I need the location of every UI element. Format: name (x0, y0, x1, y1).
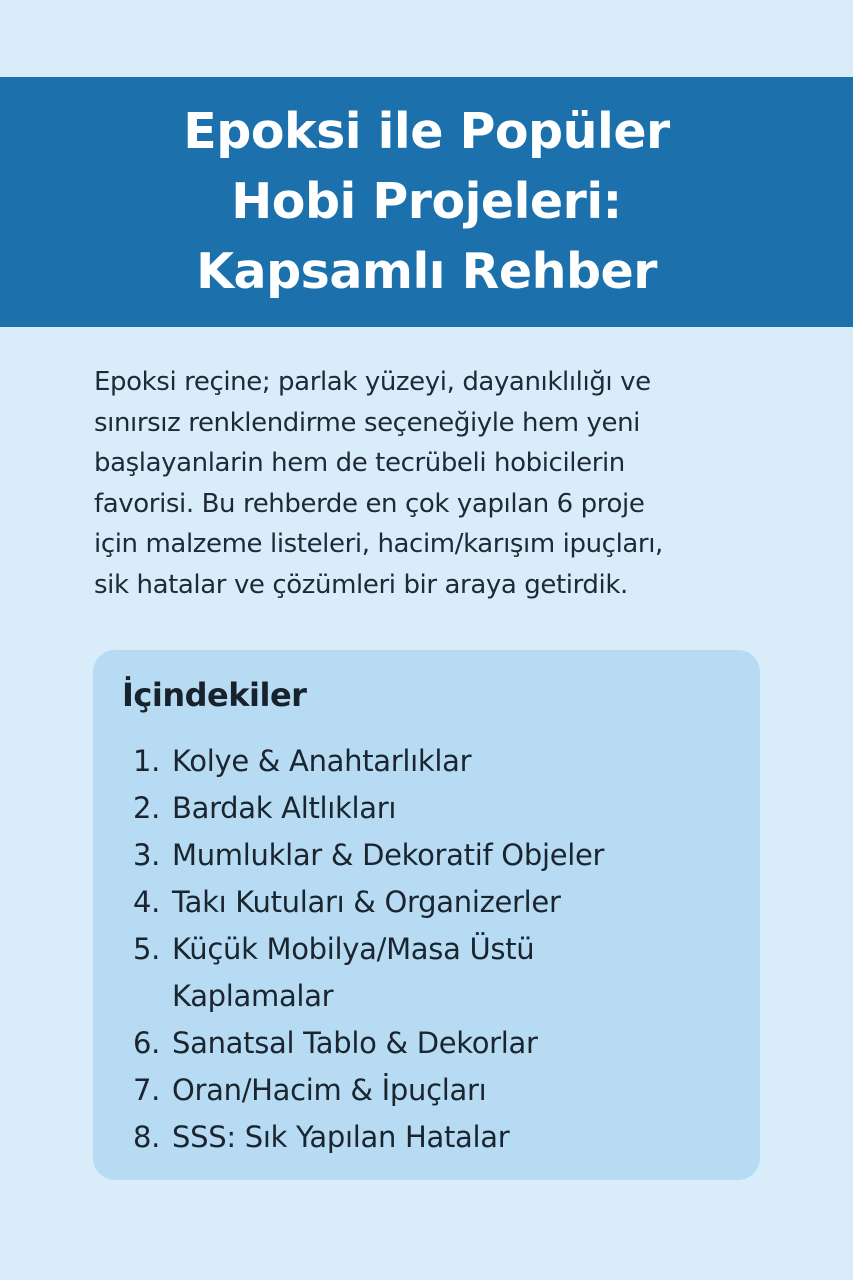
toc-item-label: Kolye & Anahtarlıklar (172, 744, 472, 778)
toc-list (133, 738, 733, 1161)
intro-line: başlayanlarin hem de tecrübeli hobicilerin (94, 448, 625, 478)
toc-item-label: Oran/Hacim & İpuçları (172, 1073, 487, 1107)
toc-item-label (172, 926, 733, 1020)
title-line: Epoksi ile Popüler (183, 103, 670, 160)
intro-line: sınırsız renklendirme seçeneğiyle hem yeni (94, 407, 640, 438)
toc-item-number: 1. (133, 744, 161, 778)
toc-item-label-line: Küçük Mobilya/Masa Üstü (172, 932, 535, 966)
page-title (183, 97, 669, 307)
title-line: Kapsamlı Rehber (196, 243, 657, 300)
toc-item-2[interactable] (133, 785, 733, 832)
toc-item-8[interactable] (133, 1114, 733, 1161)
header-banner (0, 77, 853, 327)
toc-item-label: Mumluklar & Dekoratif Objeler (172, 838, 605, 872)
toc-item-number: 6. (133, 1026, 161, 1060)
intro-line: için malzeme listeleri, hacim/karışım ipuçları, (94, 529, 663, 559)
toc-item-number: 2. (133, 791, 161, 825)
toc-item-number: 4. (133, 885, 161, 919)
toc-item-number: 3. (133, 838, 161, 872)
toc-item-7[interactable] (133, 1067, 733, 1114)
toc-item-number: 5. (133, 932, 161, 966)
intro-line: sik hatalar ve çözümleri bir araya getirdik. (94, 569, 628, 600)
toc-item-number: 7. (133, 1073, 161, 1107)
toc-title: İçindekiler (122, 676, 307, 714)
intro-line: Epoksi reçine; parlak yüzeyi, dayanıklılığı ve (94, 367, 651, 397)
title-line: Hobi Projeleri: (231, 173, 622, 230)
toc-item-label-line: Kaplamalar (172, 979, 334, 1013)
table-of-contents (93, 650, 760, 1180)
toc-item-3[interactable] (133, 832, 733, 879)
toc-item-4[interactable] (133, 879, 733, 926)
intro-paragraph (94, 362, 774, 605)
intro-line: favorisi. Bu rehberde en çok yapılan 6 proje (94, 488, 645, 519)
toc-item-number: 8. (133, 1120, 161, 1154)
toc-item-6[interactable] (133, 1020, 733, 1067)
toc-item-5[interactable] (133, 926, 733, 1020)
toc-item-label: Takı Kutuları & Organizerler (172, 885, 561, 919)
toc-item-1[interactable] (133, 738, 733, 785)
toc-item-label: SSS: Sık Yapılan Hatalar (172, 1120, 510, 1154)
toc-item-label: Sanatsal Tablo & Dekorlar (172, 1026, 538, 1060)
toc-item-label: Bardak Altlıkları (172, 791, 397, 825)
